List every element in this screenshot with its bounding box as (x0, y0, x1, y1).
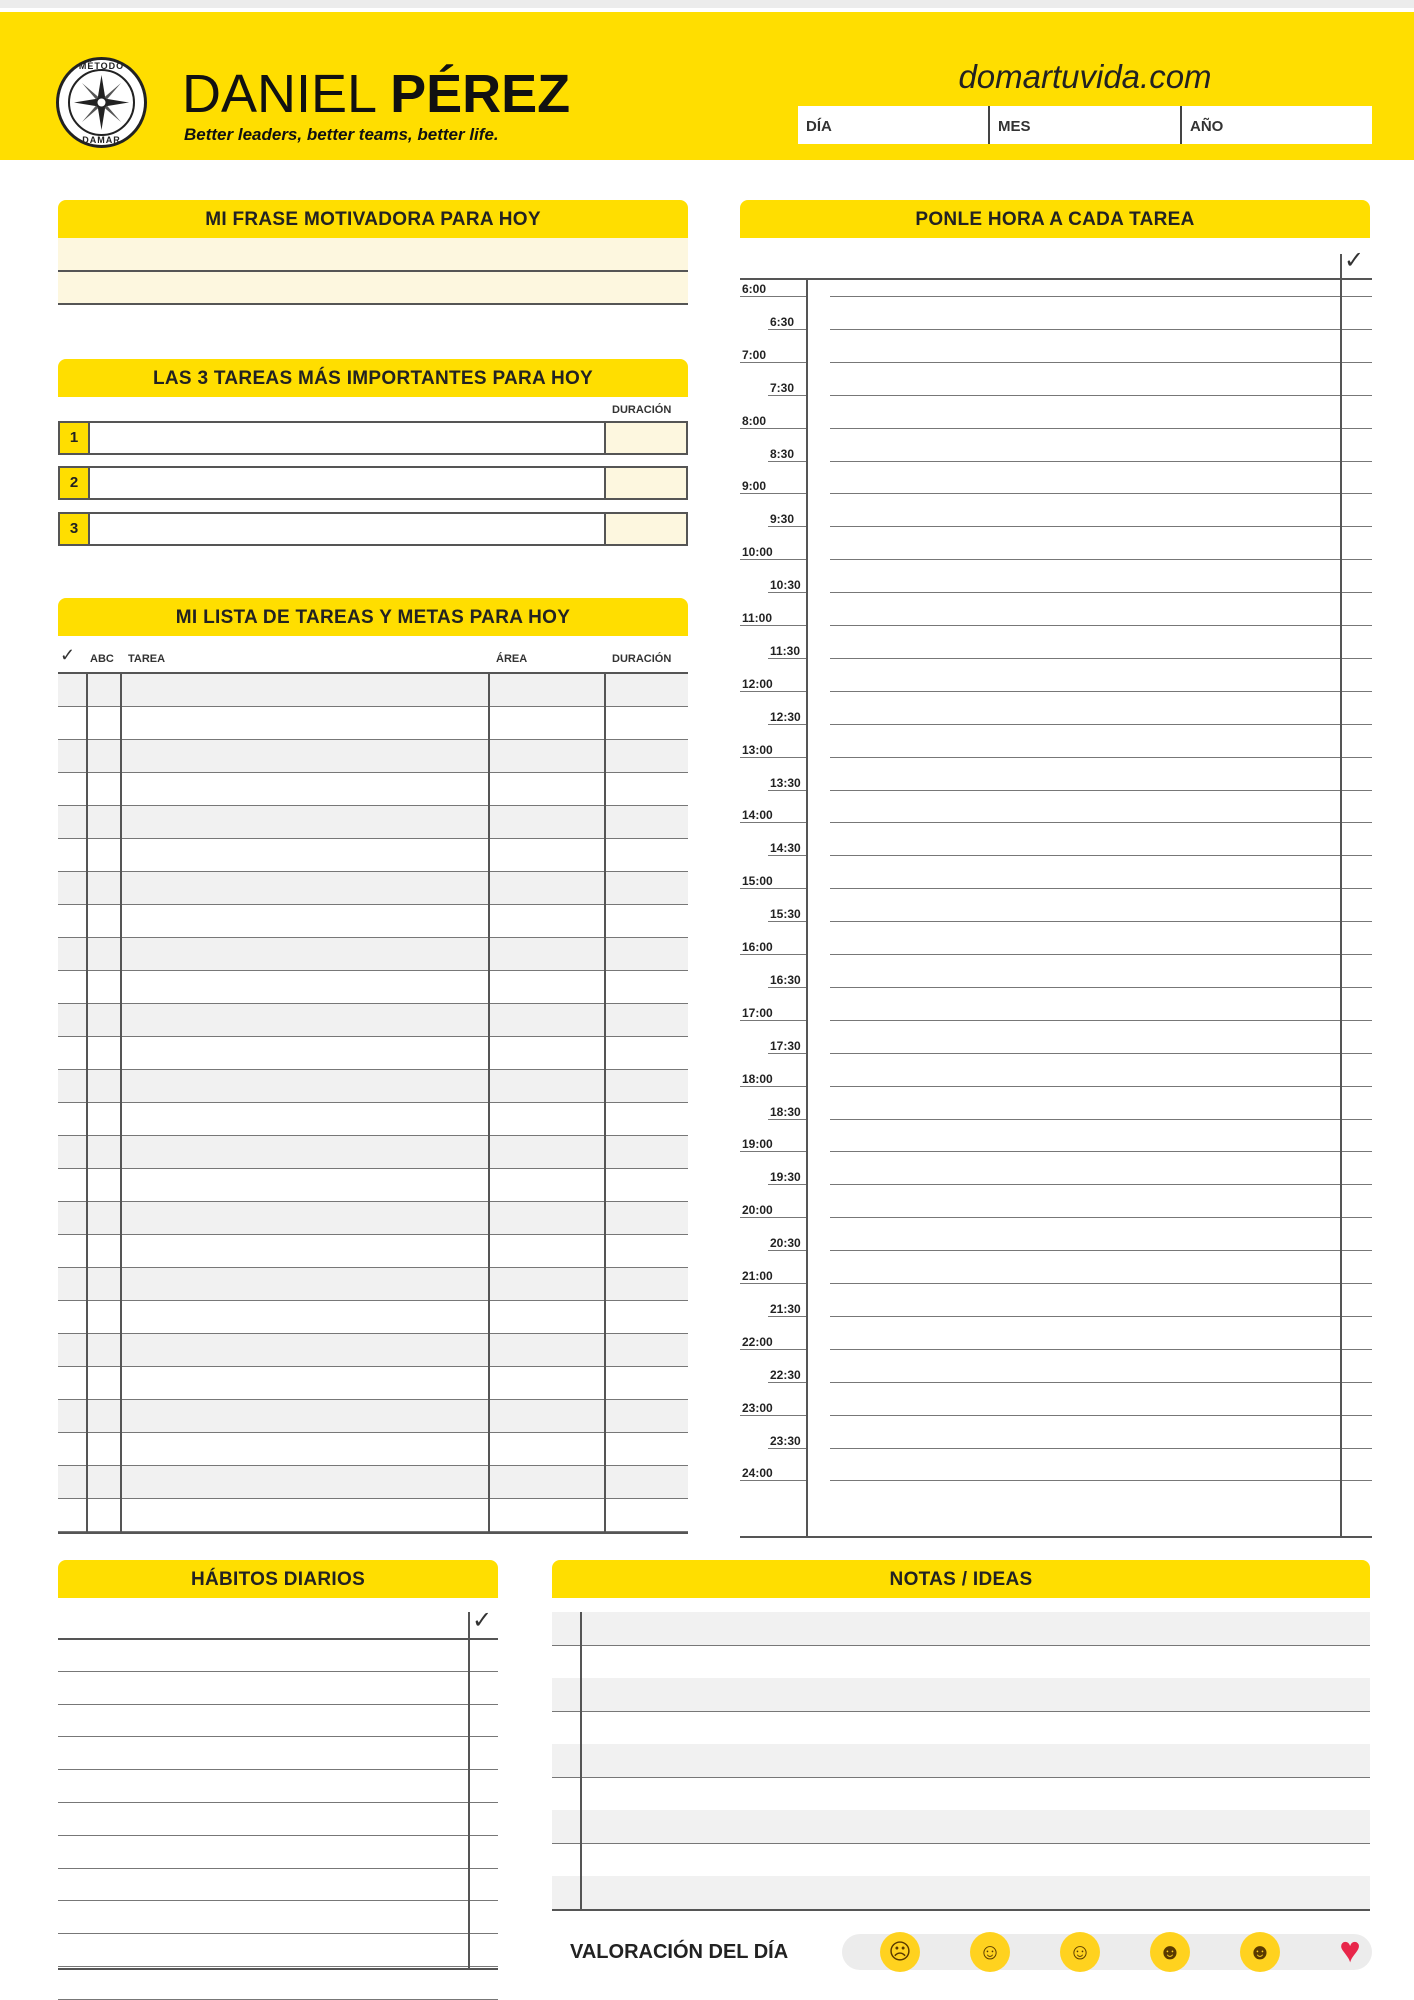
website-url[interactable]: domartuvida.com (958, 58, 1212, 95)
schedule-slot-line[interactable] (830, 691, 1372, 692)
table-row[interactable] (58, 971, 688, 1003)
time-label: 23:30 (770, 1433, 801, 1448)
time-tick (768, 724, 806, 725)
table-row[interactable] (58, 1136, 688, 1168)
schedule-slot-line[interactable] (830, 362, 1372, 363)
table-row[interactable] (58, 1400, 688, 1432)
divider (58, 1968, 498, 1970)
month-field[interactable]: MES (988, 106, 1180, 144)
table-row[interactable] (58, 1301, 688, 1333)
divider (552, 1777, 1370, 1778)
time-tick (768, 329, 806, 330)
abc-column-label: ABC (90, 653, 114, 665)
author-first-name: DANIEL (182, 64, 376, 124)
habit-row[interactable] (58, 1671, 498, 1672)
header-bar (0, 12, 1414, 160)
time-tick (768, 592, 806, 593)
time-tick (768, 790, 806, 791)
notes-line[interactable] (552, 1876, 1370, 1909)
day-rating-label: VALORACIÓN DEL DÍA (570, 1941, 789, 1963)
schedule-slot-line[interactable] (830, 1316, 1372, 1317)
time-tick (740, 296, 806, 297)
schedule-slot-line[interactable] (830, 921, 1372, 922)
top-task-2[interactable] (58, 466, 688, 500)
schedule-slot-line[interactable] (830, 1480, 1372, 1481)
area-column-label: ÁREA (496, 653, 528, 665)
table-row[interactable] (58, 1235, 688, 1267)
schedule-slot-line[interactable] (830, 855, 1372, 856)
habit-row[interactable] (58, 1802, 498, 1803)
time-label: 20:30 (770, 1236, 801, 1251)
table-row[interactable] (58, 1334, 688, 1366)
time-label: 15:30 (770, 907, 801, 922)
top-task-3[interactable] (58, 512, 688, 546)
schedule-heading: PONLE HORA A CADA TAREA (740, 200, 1370, 238)
time-tick (740, 1480, 806, 1481)
schedule-slot-line[interactable] (830, 1086, 1372, 1087)
schedule-slot-line[interactable] (830, 1119, 1372, 1120)
time-tick (768, 1448, 806, 1449)
year-field[interactable]: AÑO (1180, 106, 1372, 144)
schedule-slot-line[interactable] (830, 1020, 1372, 1021)
duration-column-label: DURACIÓN (612, 404, 672, 416)
table-row[interactable] (58, 1169, 688, 1201)
schedule-slot-line[interactable] (830, 987, 1372, 988)
compass-logo-icon (56, 57, 147, 148)
table-row[interactable] (58, 1004, 688, 1036)
divider (58, 1638, 498, 1640)
time-tick (740, 1020, 806, 1021)
habit-row[interactable] (58, 1769, 498, 1770)
schedule-slot-line[interactable] (830, 395, 1372, 396)
time-tick (740, 822, 806, 823)
time-tick (740, 428, 806, 429)
schedule-slot-line[interactable] (830, 1184, 1372, 1185)
table-row[interactable] (58, 1499, 688, 1531)
habit-row[interactable] (58, 1900, 498, 1901)
column-divider (488, 672, 490, 1532)
divider (552, 1909, 1370, 1911)
time-tick (768, 1250, 806, 1251)
time-label: 10:00 (742, 545, 773, 560)
habit-row[interactable] (58, 1704, 498, 1705)
heart-icon[interactable]: ♥ (1339, 1929, 1361, 1970)
time-tick (740, 1086, 806, 1087)
top-task-1[interactable] (58, 421, 688, 455)
schedule-slot-line[interactable] (830, 724, 1372, 725)
schedule-slot-line[interactable] (830, 493, 1372, 494)
time-label: 7:30 (770, 380, 795, 395)
time-label: 8:00 (742, 413, 767, 428)
time-tick (740, 888, 806, 889)
schedule-slot-line[interactable] (830, 757, 1372, 758)
schedule-slot-line[interactable] (830, 822, 1372, 823)
habit-row[interactable] (58, 1966, 498, 1967)
time-tick (768, 395, 806, 396)
time-label: 22:30 (770, 1367, 801, 1382)
table-row[interactable] (58, 1433, 688, 1465)
schedule-slot-line[interactable] (830, 658, 1372, 659)
schedule-slot-line[interactable] (830, 1053, 1372, 1054)
notes-line[interactable] (552, 1744, 1370, 1777)
time-label: 24:00 (742, 1466, 773, 1481)
time-label: 13:30 (770, 775, 801, 790)
time-label: 17:00 (742, 1005, 773, 1020)
time-label: 13:00 (742, 742, 773, 757)
time-tick (740, 757, 806, 758)
time-label: 18:30 (770, 1104, 801, 1119)
top-tasks-heading: LAS 3 TAREAS MÁS IMPORTANTES PARA HOY (58, 359, 688, 397)
time-column-divider (806, 278, 808, 1536)
schedule-slot-line[interactable] (830, 1250, 1372, 1251)
top-task-number: 3 (60, 514, 90, 544)
time-label: 21:30 (770, 1301, 801, 1316)
time-label: 9:00 (742, 479, 767, 494)
notes-line[interactable] (552, 1612, 1370, 1645)
divider (58, 1532, 688, 1534)
table-row[interactable] (58, 1037, 688, 1069)
time-tick (768, 526, 806, 527)
divider (552, 1711, 1370, 1712)
top-task-duration[interactable] (604, 423, 686, 453)
schedule-slot-line[interactable] (830, 954, 1372, 955)
schedule-slot-line[interactable] (830, 559, 1372, 560)
divider (552, 1645, 1370, 1646)
time-tick (740, 1283, 806, 1284)
time-tick (768, 1119, 806, 1120)
table-row[interactable] (58, 1070, 688, 1102)
table-row[interactable] (58, 938, 688, 970)
table-row[interactable] (58, 839, 688, 871)
time-label: 19:30 (770, 1170, 801, 1185)
time-label: 12:30 (770, 709, 801, 724)
time-tick (768, 855, 806, 856)
time-tick (740, 362, 806, 363)
column-divider (604, 672, 606, 1532)
notes-line[interactable] (552, 1810, 1370, 1843)
top-task-duration[interactable] (604, 468, 686, 498)
schedule-slot-line[interactable] (830, 1283, 1372, 1284)
motivational-phrase-heading: MI FRASE MOTIVADORA PARA HOY (58, 200, 688, 238)
time-tick (768, 1382, 806, 1383)
time-label: 21:00 (742, 1269, 773, 1283)
day-field[interactable]: DÍA (806, 118, 832, 135)
schedule-check-icon: ✓ (1344, 247, 1365, 274)
notes-line[interactable] (552, 1678, 1370, 1711)
time-tick (768, 461, 806, 462)
done-column-check-icon: ✓ (60, 645, 76, 665)
time-label: 16:00 (742, 940, 773, 954)
schedule-slot-line[interactable] (830, 526, 1372, 527)
time-tick (740, 691, 806, 692)
schedule-slot-line[interactable] (830, 888, 1372, 889)
time-tick (768, 1316, 806, 1317)
schedule-slot-line[interactable] (830, 461, 1372, 462)
time-tick (740, 1151, 806, 1152)
table-row[interactable] (58, 1202, 688, 1234)
heart-eyes-face-icon[interactable]: ☻ (1240, 1932, 1280, 1972)
table-row[interactable] (58, 707, 688, 739)
time-tick (740, 1349, 806, 1350)
table-row[interactable] (58, 806, 688, 838)
schedule-slot-line[interactable] (830, 329, 1372, 330)
schedule-slot-line[interactable] (830, 1217, 1372, 1218)
table-row[interactable] (58, 674, 688, 706)
table-row[interactable] (58, 905, 688, 937)
date-fields (798, 106, 1372, 144)
schedule-slot-line[interactable] (830, 296, 1372, 297)
time-tick (740, 1415, 806, 1416)
time-label: 15:00 (742, 874, 773, 889)
schedule-slot-line[interactable] (830, 592, 1372, 593)
time-label: 16:30 (770, 972, 801, 987)
sad-face-icon[interactable]: ☹ (880, 1932, 920, 1972)
table-row[interactable] (58, 1103, 688, 1135)
habits-check-icon: ✓ (472, 1607, 493, 1634)
time-tick (768, 658, 806, 659)
schedule-slot-line[interactable] (830, 1382, 1372, 1383)
schedule-slot-line[interactable] (830, 1349, 1372, 1350)
author-last-name: PÉREZ (390, 64, 571, 124)
habit-check-divider (468, 1612, 470, 1968)
top-task-duration[interactable] (604, 514, 686, 544)
table-row[interactable] (58, 1466, 688, 1498)
time-tick (740, 493, 806, 494)
motivational-line-1[interactable] (58, 238, 688, 270)
notes-margin (580, 1612, 582, 1909)
time-tick (768, 1184, 806, 1185)
habit-row[interactable] (58, 1868, 498, 1869)
time-label: 14:00 (742, 808, 773, 823)
time-label: 19:00 (742, 1137, 773, 1152)
schedule-slot-line[interactable] (830, 1151, 1372, 1152)
smiling-face-icon[interactable]: ☺ (970, 1932, 1010, 1972)
top-task-number: 2 (60, 468, 90, 498)
time-label: 20:00 (742, 1203, 773, 1218)
happy-face-icon[interactable]: ☺ (1060, 1932, 1100, 1972)
time-label: 11:00 (742, 611, 773, 625)
schedule-slot-line[interactable] (830, 625, 1372, 626)
time-label: 11:30 (770, 643, 801, 658)
rating-track (842, 1934, 1372, 1970)
grinning-face-icon[interactable]: ☻ (1150, 1932, 1190, 1972)
top-task-number: 1 (60, 423, 90, 453)
time-label: 12:00 (742, 676, 773, 691)
motivational-line-2[interactable] (58, 272, 688, 303)
author-name (182, 64, 570, 124)
time-tick (768, 987, 806, 988)
table-row[interactable] (58, 1367, 688, 1399)
time-label: 14:30 (770, 841, 801, 856)
task-column-label: TAREA (128, 653, 166, 665)
time-label: 6:00 (742, 282, 767, 296)
habit-row[interactable] (58, 1736, 498, 1737)
duration-column-label: DURACIÓN (612, 653, 672, 665)
time-label: 9:30 (770, 512, 795, 527)
time-label: 6:30 (770, 314, 795, 329)
time-tick (768, 1053, 806, 1054)
habit-row[interactable] (58, 1835, 498, 1836)
divider (740, 1536, 1372, 1538)
planner-page (0, 8, 1414, 2000)
table-row[interactable] (58, 740, 688, 772)
time-label: 7:00 (742, 347, 767, 362)
habits-heading: HÁBITOS DIARIOS (58, 1560, 498, 1598)
time-tick (740, 1217, 806, 1218)
task-list-heading: MI LISTA DE TAREAS Y METAS PARA HOY (58, 598, 688, 636)
column-divider (120, 672, 122, 1532)
column-divider (86, 672, 88, 1532)
time-tick (740, 625, 806, 626)
time-label: 23:00 (742, 1400, 773, 1415)
logo-top-text: MÉTODO (78, 61, 125, 71)
divider (740, 278, 1372, 280)
time-tick (768, 921, 806, 922)
time-label: 10:30 (770, 578, 801, 593)
schedule-slot-line[interactable] (830, 790, 1372, 791)
time-label: 18:00 (742, 1071, 773, 1086)
habit-row[interactable] (58, 1933, 498, 1934)
time-label: 8:30 (770, 446, 795, 461)
divider (58, 303, 688, 305)
time-tick (740, 559, 806, 560)
divider (552, 1843, 1370, 1844)
notes-heading: NOTAS / IDEAS (552, 1560, 1370, 1598)
logo-bottom-text: DAMAR (82, 135, 121, 145)
table-row[interactable] (58, 1268, 688, 1300)
schedule-slot-line[interactable] (830, 1415, 1372, 1416)
schedule-slot-line[interactable] (830, 1448, 1372, 1449)
time-label: 17:30 (770, 1038, 801, 1053)
check-column-divider (1340, 254, 1342, 1536)
schedule-slot-line[interactable] (830, 428, 1372, 429)
time-label: 22:00 (742, 1334, 773, 1349)
time-tick (740, 954, 806, 955)
tagline: Better leaders, better teams, better life. (184, 125, 499, 144)
table-row[interactable] (58, 872, 688, 904)
table-row[interactable] (58, 773, 688, 805)
